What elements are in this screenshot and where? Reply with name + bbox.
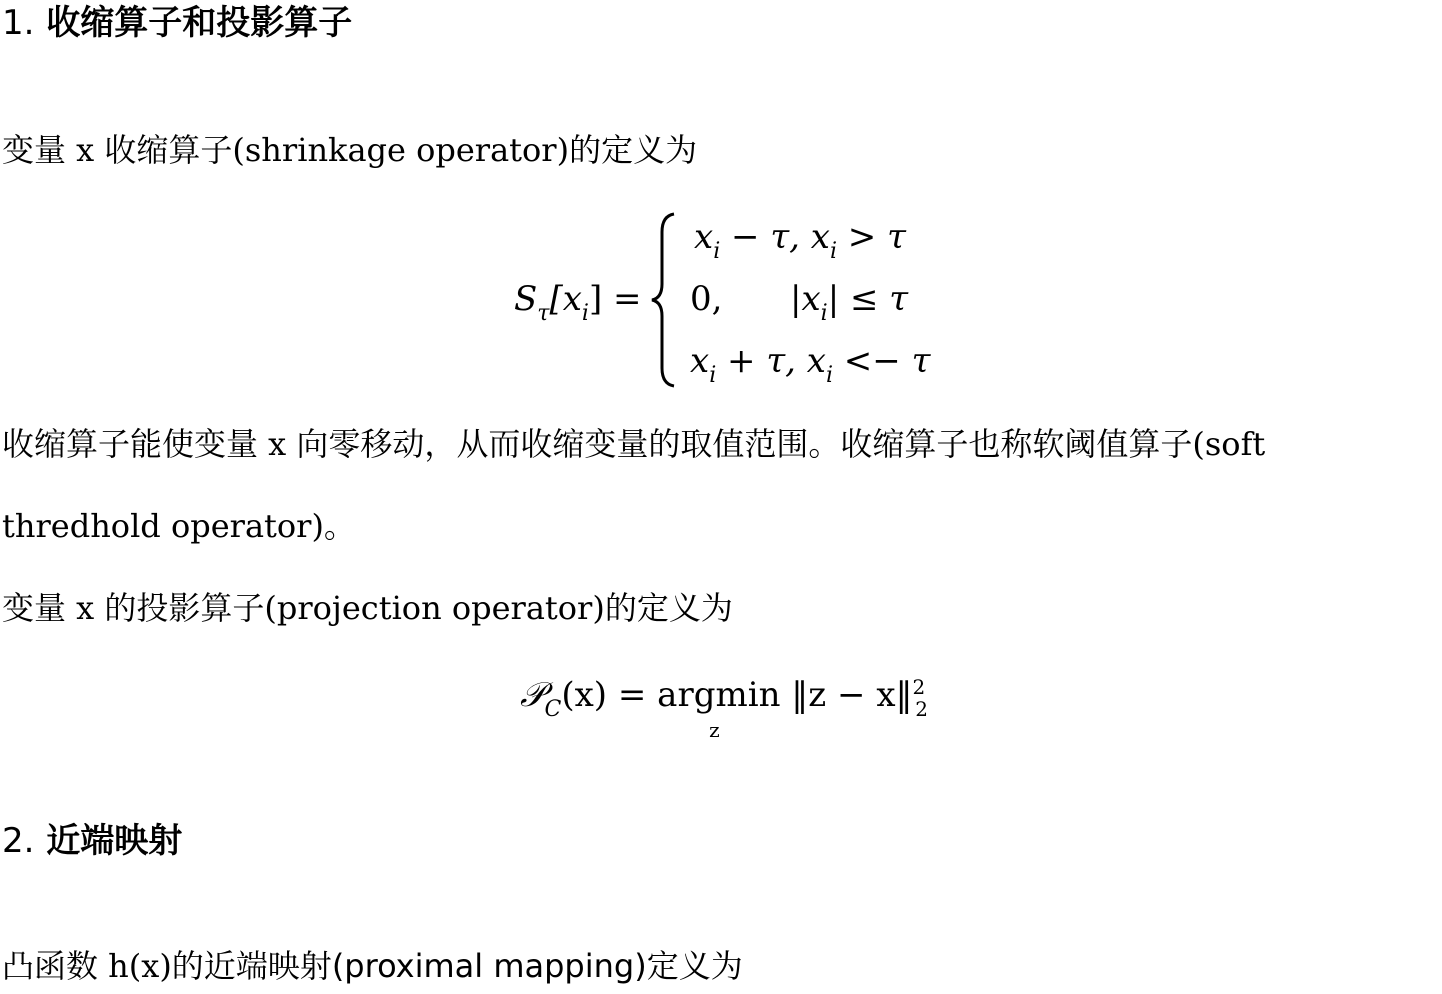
section-2-heading [2, 821, 183, 861]
shrinkage-case-3: $x_i + \tau$, $x_i <- \tau$ [690, 341, 931, 388]
projection-formula: 𝒫$_C$(x) = argmin z ‖z − x‖$^2_2$ [520, 675, 928, 742]
shrinkage-case-2-condition: $|x_i| \le \tau$ [790, 279, 909, 326]
shrinkage-formula-lhs: $S_\tau[x_i]$ = [514, 279, 642, 326]
section-1-number: 1. [2, 3, 35, 43]
section-2-number: 2. [2, 821, 35, 861]
section-2-title: 近端映射 [46, 821, 183, 861]
shrinkage-intro: 变量 x 收缩算子(shrinkage operator)的定义为 [2, 131, 698, 169]
section-1-heading [2, 3, 353, 43]
section-1-title: 收缩算子和投影算子 [46, 3, 353, 43]
shrinkage-description-line-1: 收缩算子能使变量 x 向零移动，从而收缩变量的取值范围。收缩算子也称软阈值算子(soft [2, 425, 1266, 463]
shrinkage-description-line-2: thredhold operator)。 [2, 507, 356, 545]
shrinkage-case-1: $x_i - \tau$, $x_i > \tau$ [694, 217, 906, 264]
left-brace [648, 210, 678, 390]
proximal-intro: 凸函数 h(x)的近端映射(proximal mapping)定义为 [2, 947, 743, 985]
shrinkage-case-2-value: 0, [690, 279, 723, 319]
projection-intro: 变量 x 的投影算子(projection operator)的定义为 [2, 589, 733, 627]
